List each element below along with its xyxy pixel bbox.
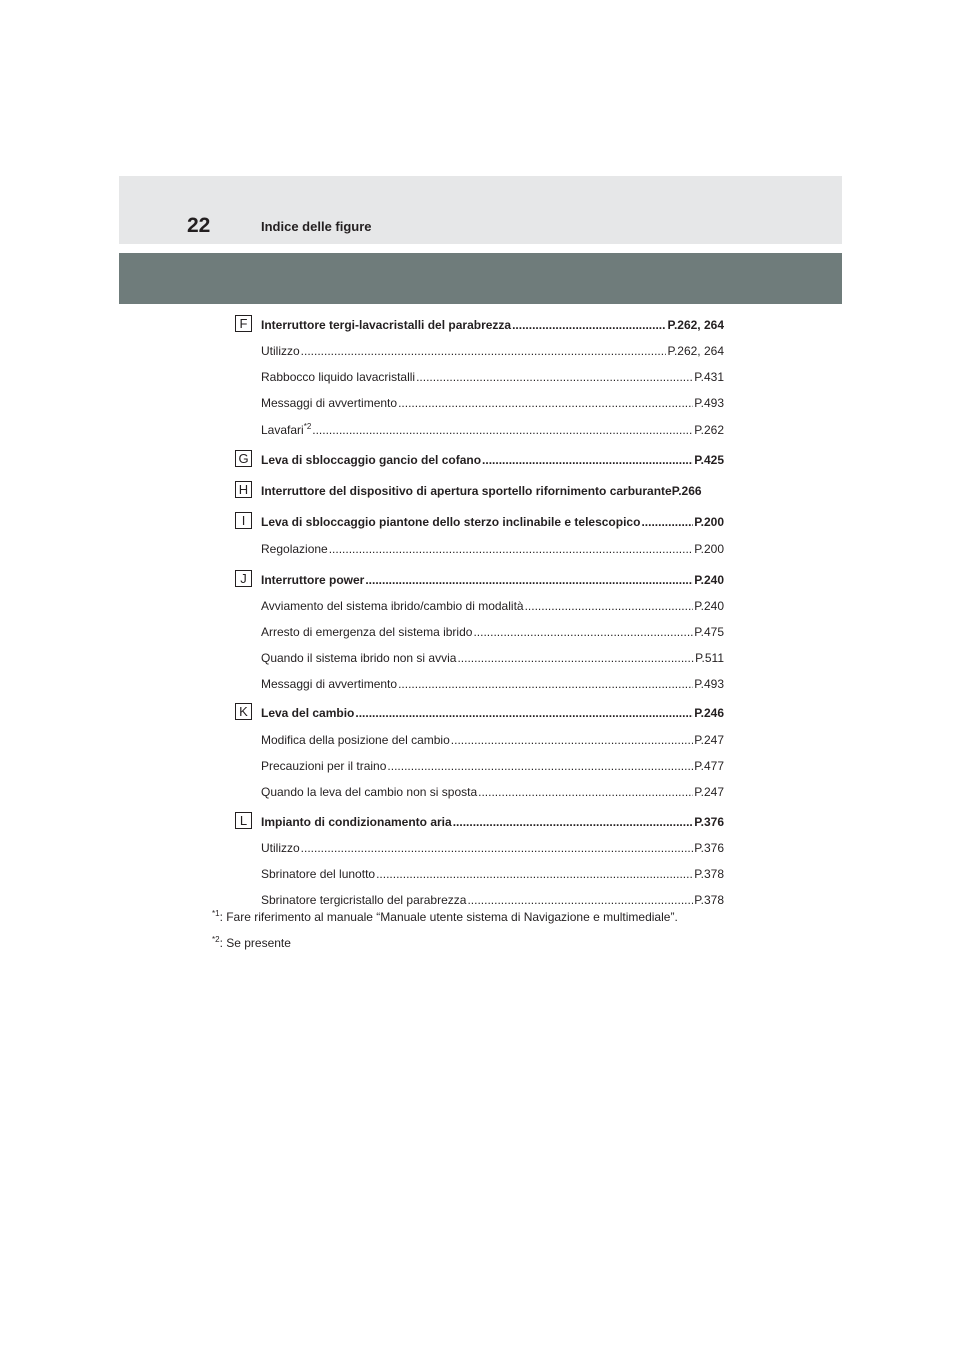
toc-sub-entry (261, 783, 724, 799)
entry-label: Lavafari$^{*2}$ (261, 422, 312, 437)
entry-label: Interruttore tergi-lavacristalli del parabrezza (261, 318, 512, 332)
entry-label: Messaggi di avvertimento (261, 677, 398, 691)
page-reference: P.246 (694, 706, 724, 720)
dot-leader (473, 625, 693, 639)
entry-label: Messaggi di avvertimento (261, 396, 398, 410)
toc-sub-entry (261, 675, 724, 691)
footnote (212, 910, 678, 924)
entry-label: Leva di sbloccaggio gancio del cofano (261, 453, 482, 467)
page-reference: P.262, 264 (667, 318, 724, 332)
section-letter-j: J (235, 570, 252, 587)
toc-sub-entry (261, 540, 724, 556)
page-reference: P.262, 264 (667, 344, 724, 358)
dot-leader (641, 515, 693, 529)
dot-leader (451, 733, 693, 747)
dot-leader (355, 706, 693, 720)
entry-label: Regolazione (261, 542, 328, 556)
dot-leader (467, 893, 693, 907)
page-reference: P.266 (671, 484, 702, 498)
page-reference: P.378 (694, 867, 724, 881)
toc-sub-entry (261, 597, 724, 613)
entry-label: Leva di sbloccaggio piantone dello sterzo inclinabile e telescopico (261, 515, 641, 529)
toc-sub-entry (261, 368, 724, 384)
entry-label: Utilizzo (261, 344, 300, 358)
entry-label: Sbrinatore tergicristallo del parabrezza (261, 893, 467, 907)
section-title: Indice delle figure (261, 219, 372, 234)
toc-sub-entry (261, 394, 724, 410)
dot-leader (398, 396, 693, 410)
page-reference: P.376 (694, 815, 724, 829)
page-reference: P.425 (694, 453, 724, 467)
toc-sub-entry (261, 757, 724, 773)
toc-main-entry (261, 571, 724, 587)
toc-main-entry (261, 482, 724, 498)
entry-label: Quando il sistema ibrido non si avvia (261, 651, 457, 665)
toc-main-entry (261, 513, 724, 529)
entry-label: Impianto di condizionamento aria (261, 815, 452, 829)
section-letter-l: L (235, 812, 252, 829)
page-reference: P.240 (694, 573, 724, 587)
footnote-mark: *2 (212, 935, 220, 944)
dot-leader (512, 318, 666, 332)
page-reference: P.475 (694, 625, 724, 639)
page-reference: P.200 (694, 542, 724, 556)
page-reference: P.240 (694, 599, 724, 613)
entry-label: Sbrinatore del lunotto (261, 867, 376, 881)
footnote-text: : Fare riferimento al manuale “Manuale utente sistema di Navigazione e multimediale”. (219, 910, 678, 924)
entry-label: Utilizzo (261, 841, 300, 855)
page-reference: P.378 (694, 893, 724, 907)
footnote-text: : Se presente (219, 936, 291, 950)
dot-leader (387, 759, 693, 773)
page-reference: P.511 (695, 651, 724, 665)
dot-leader (329, 542, 693, 556)
section-letter-g: G (235, 450, 252, 467)
entry-label: Interruttore power (261, 573, 365, 587)
page-number: 22 (187, 214, 211, 237)
toc-main-entry (261, 813, 724, 829)
dot-leader (453, 815, 694, 829)
footnote (212, 936, 291, 950)
entry-label: Arresto di emergenza del sistema ibrido (261, 625, 473, 639)
page-reference: P.247 (694, 733, 724, 747)
footnote-mark: *2 (303, 422, 312, 431)
toc-main-entry (261, 316, 724, 332)
page-reference: P.376 (694, 841, 724, 855)
page-reference: P.493 (694, 677, 724, 691)
toc-sub-entry (261, 839, 724, 855)
entry-label: Modifica della posizione del cambio (261, 733, 450, 747)
dot-leader (376, 867, 693, 881)
dot-leader (312, 423, 693, 437)
section-letter-f: F (235, 315, 252, 332)
toc-sub-entry (261, 865, 724, 881)
entry-label: Rabbocco liquido lavacristalli (261, 370, 416, 384)
entry-label: Interruttore del dispositivo di apertura sportello rifornimento carburante (261, 484, 672, 498)
entry-label: Avviamento del sistema ibrido/cambio di modalità (261, 599, 524, 613)
dot-leader (478, 785, 693, 799)
toc-sub-entry (261, 421, 724, 437)
entry-label: Leva del cambio (261, 706, 355, 720)
section-letter-k: K (235, 703, 252, 720)
page-reference: P.477 (694, 759, 724, 773)
dot-leader (301, 841, 694, 855)
dot-leader (482, 453, 693, 467)
toc-sub-entry (261, 731, 724, 747)
toc-sub-entry (261, 891, 724, 907)
dot-leader (525, 599, 694, 613)
entry-label: Quando la leva del cambio non si sposta (261, 785, 478, 799)
page-reference: P.493 (694, 396, 724, 410)
page-reference: P.200 (694, 515, 724, 529)
page-reference: P.262 (694, 423, 724, 437)
footnote-mark: *1 (212, 909, 220, 918)
toc-main-entry (261, 451, 724, 467)
dot-leader (301, 344, 667, 358)
toc-main-entry (261, 704, 724, 720)
page-reference: P.247 (694, 785, 724, 799)
section-letter-h: H (235, 481, 252, 498)
dot-leader (398, 677, 693, 691)
dot-leader (365, 573, 693, 587)
entry-label: Precauzioni per il traino (261, 759, 387, 773)
dot-leader (416, 370, 693, 384)
section-letter-i: I (235, 512, 252, 529)
toc-sub-entry (261, 649, 724, 665)
page-reference: P.431 (694, 370, 724, 384)
dot-leader (457, 651, 694, 665)
toc-sub-entry (261, 342, 724, 358)
toc-sub-entry (261, 623, 724, 639)
